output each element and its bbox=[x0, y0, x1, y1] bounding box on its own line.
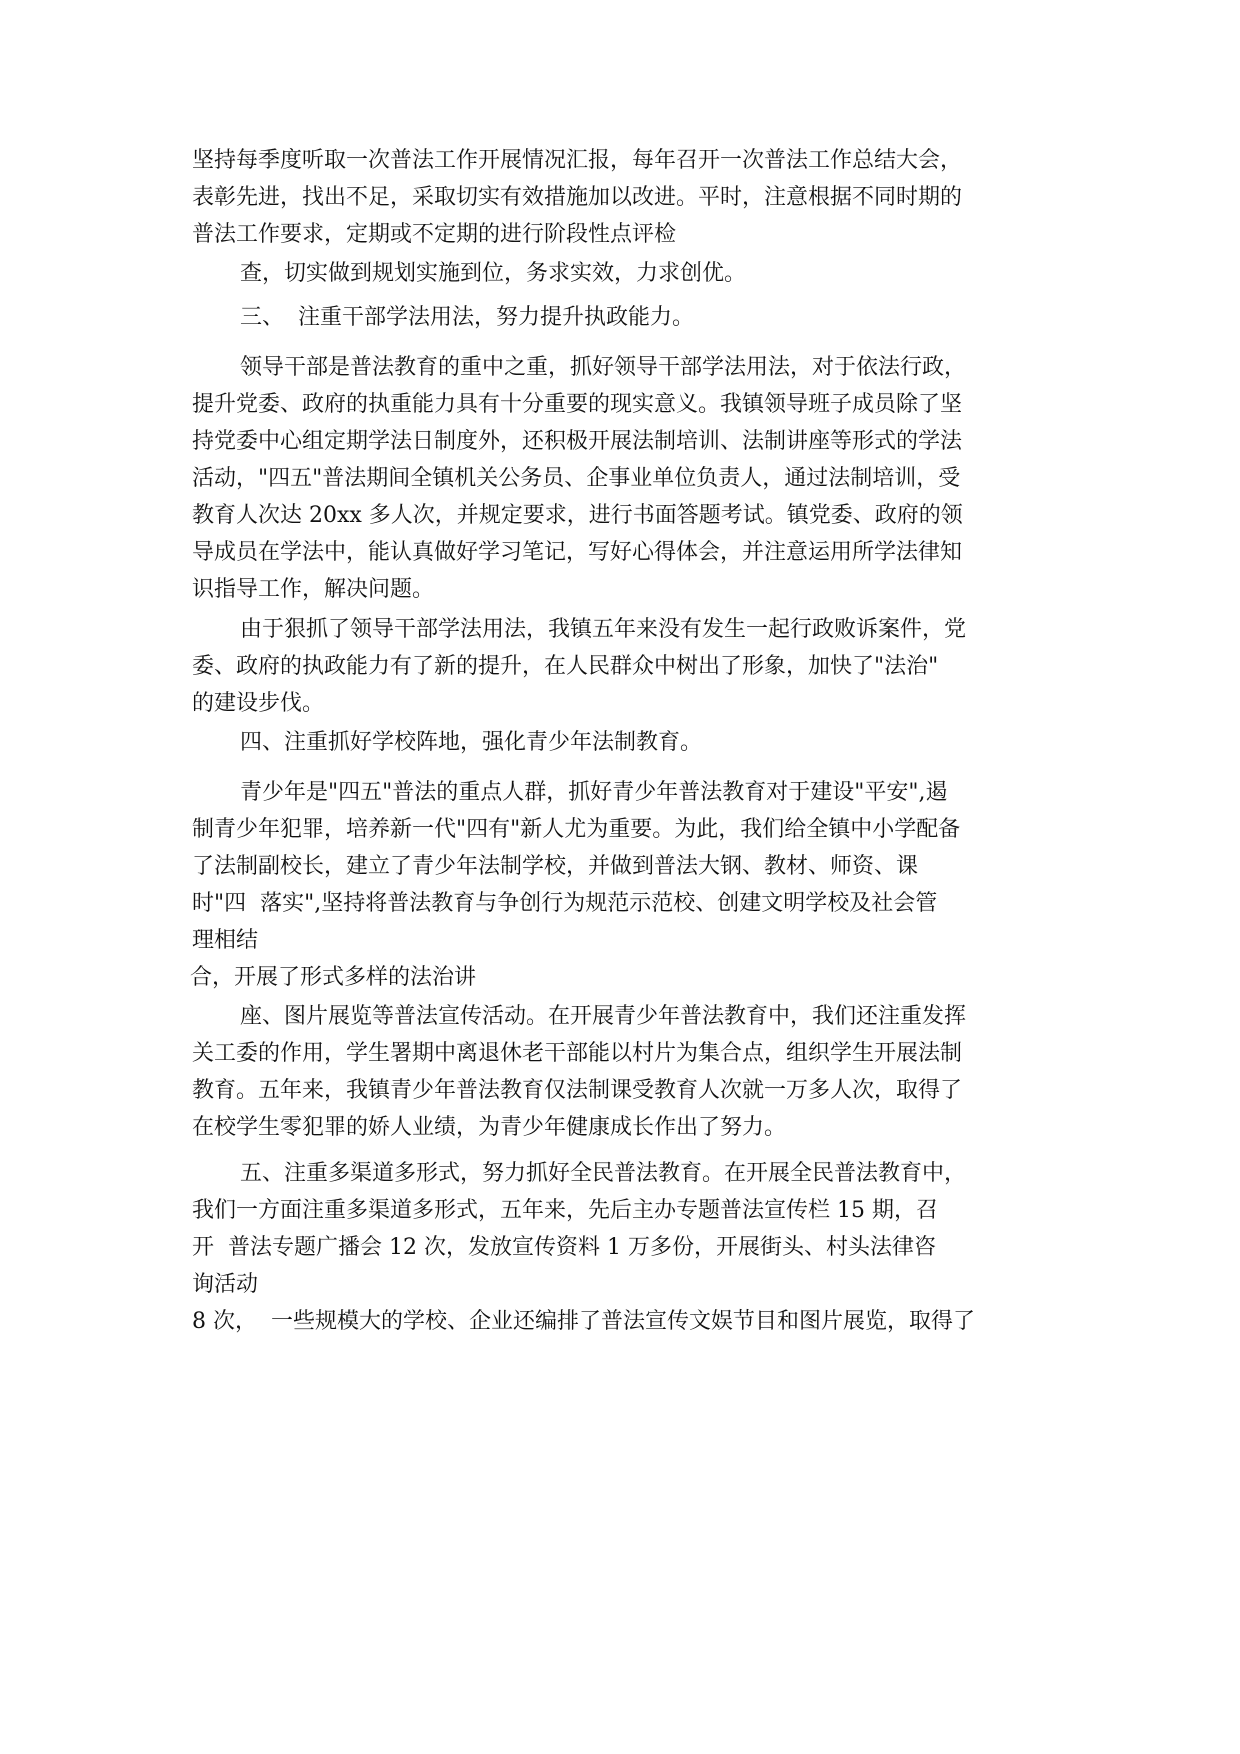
text-line: 活动，"四五"普法期间全镇机关公务员、企事业单位负责人，通过法制培训，受 bbox=[192, 466, 961, 491]
text-line: 询活动 bbox=[192, 1272, 259, 1297]
text-line: 导成员在学法中，能认真做好学习笔记，写好心得体会，并注意运用所学法律知 bbox=[192, 540, 963, 565]
text-line: 教育人次达 20xx 多人次，并规定要求，进行书面答题考试。镇党委、政府的领 bbox=[192, 503, 963, 528]
paragraph-4 bbox=[192, 349, 1072, 608]
paragraph-8 bbox=[192, 1155, 1072, 1340]
paragraph-7 bbox=[192, 998, 1072, 1146]
text-line: 提升党委、政府的执重能力具有十分重要的现实意义。我镇领导班子成员除了坚 bbox=[192, 392, 963, 417]
paragraph-5 bbox=[192, 611, 1072, 722]
text-line: 坚持每季度听取一次普法工作开展情况汇报，每年召开一次普法工作总结大会， bbox=[192, 148, 963, 173]
text-line: 三、 注重干部学法用法，努力提升执政能力。 bbox=[240, 305, 694, 330]
text-line: 四、注重抓好学校阵地，强化青少年法制教育。 bbox=[240, 730, 703, 755]
text-line: 青少年是"四五"普法的重点人群，抓好青少年普法教育对于建设"平安",遏 bbox=[240, 780, 948, 805]
text-line: 识指导工作，解决问题。 bbox=[192, 577, 435, 602]
text-line: 制青少年犯罪，培养新一代"四有"新人尤为重要。为此，我们给全镇中小学配备 bbox=[192, 817, 961, 842]
text-line: 关工委的作用，学生署期中离退休老干部能以村片为集合点，组织学生开展法制 bbox=[192, 1041, 963, 1066]
text-line: 座、图片展览等普法宣传活动。在开展青少年普法教育中，我们还注重发挥 bbox=[240, 1004, 967, 1029]
section-heading-4 bbox=[192, 724, 1072, 761]
text-line: 我们一方面注重多渠道多形式，五年来，先后主办专题普法宣传栏 15 期，召 bbox=[192, 1198, 938, 1223]
text-line: 8 次， 一些规模大的学校、企业还编排了普法宣传文娱节目和图片展览，取得了 bbox=[192, 1309, 975, 1334]
paragraph-6 bbox=[192, 774, 1072, 996]
text-line: 委、政府的执政能力有了新的提升，在人民群众中树出了形象，加快了"法治" bbox=[192, 654, 939, 679]
text-line: 由于狠抓了领导干部学法用法，我镇五年来没有发生一起行政败诉案件，党 bbox=[240, 617, 967, 642]
text-line: 时"四 落实",坚持将普法教育与争创行为规范示范校、创建文明学校及社会管 bbox=[192, 891, 938, 916]
text-line: 普法工作要求，定期或不定期的进行阶段性点评检 bbox=[192, 222, 677, 247]
text-line: 的建设步伐。 bbox=[192, 691, 325, 716]
text-line: 持党委中心组定期学法日制度外，还积极开展法制培训、法制讲座等形式的学法 bbox=[192, 429, 963, 454]
text-line: 领导干部是普法教育的重中之重，抓好领导干部学法用法，对于依法行政， bbox=[240, 355, 967, 380]
text-line: 理相结 bbox=[192, 928, 259, 953]
paragraph-1 bbox=[192, 142, 1072, 253]
text-line: 表彰先进，找出不足，采取切实有效措施加以改进。平时，注意根据不同时期的 bbox=[192, 185, 963, 210]
text-line: 了法制副校长，建立了青少年法制学校，并做到普法大钢、教材、师资、课 bbox=[192, 854, 919, 879]
text-line: 五、注重多渠道多形式，努力抓好全民普法教育。在开展全民普法教育中， bbox=[240, 1161, 967, 1186]
text-line: 查，切实做到规划实施到位，务求实效，力求创优。 bbox=[240, 261, 747, 286]
section-heading-3 bbox=[192, 299, 1072, 336]
text-line: 合，开展了形式多样的法治讲 bbox=[190, 965, 477, 990]
text-line: 在校学生零犯罪的娇人业绩，为青少年健康成长作出了努力。 bbox=[192, 1115, 787, 1140]
paragraph-2 bbox=[192, 255, 1072, 292]
text-line: 开 普法专题广播会 12 次，发放宣传资料 1 万多份，开展街头、村头法律咨 bbox=[192, 1235, 936, 1260]
text-line: 教育。五年来，我镇青少年普法教育仅法制课受教育人次就一万多人次，取得了 bbox=[192, 1078, 963, 1103]
